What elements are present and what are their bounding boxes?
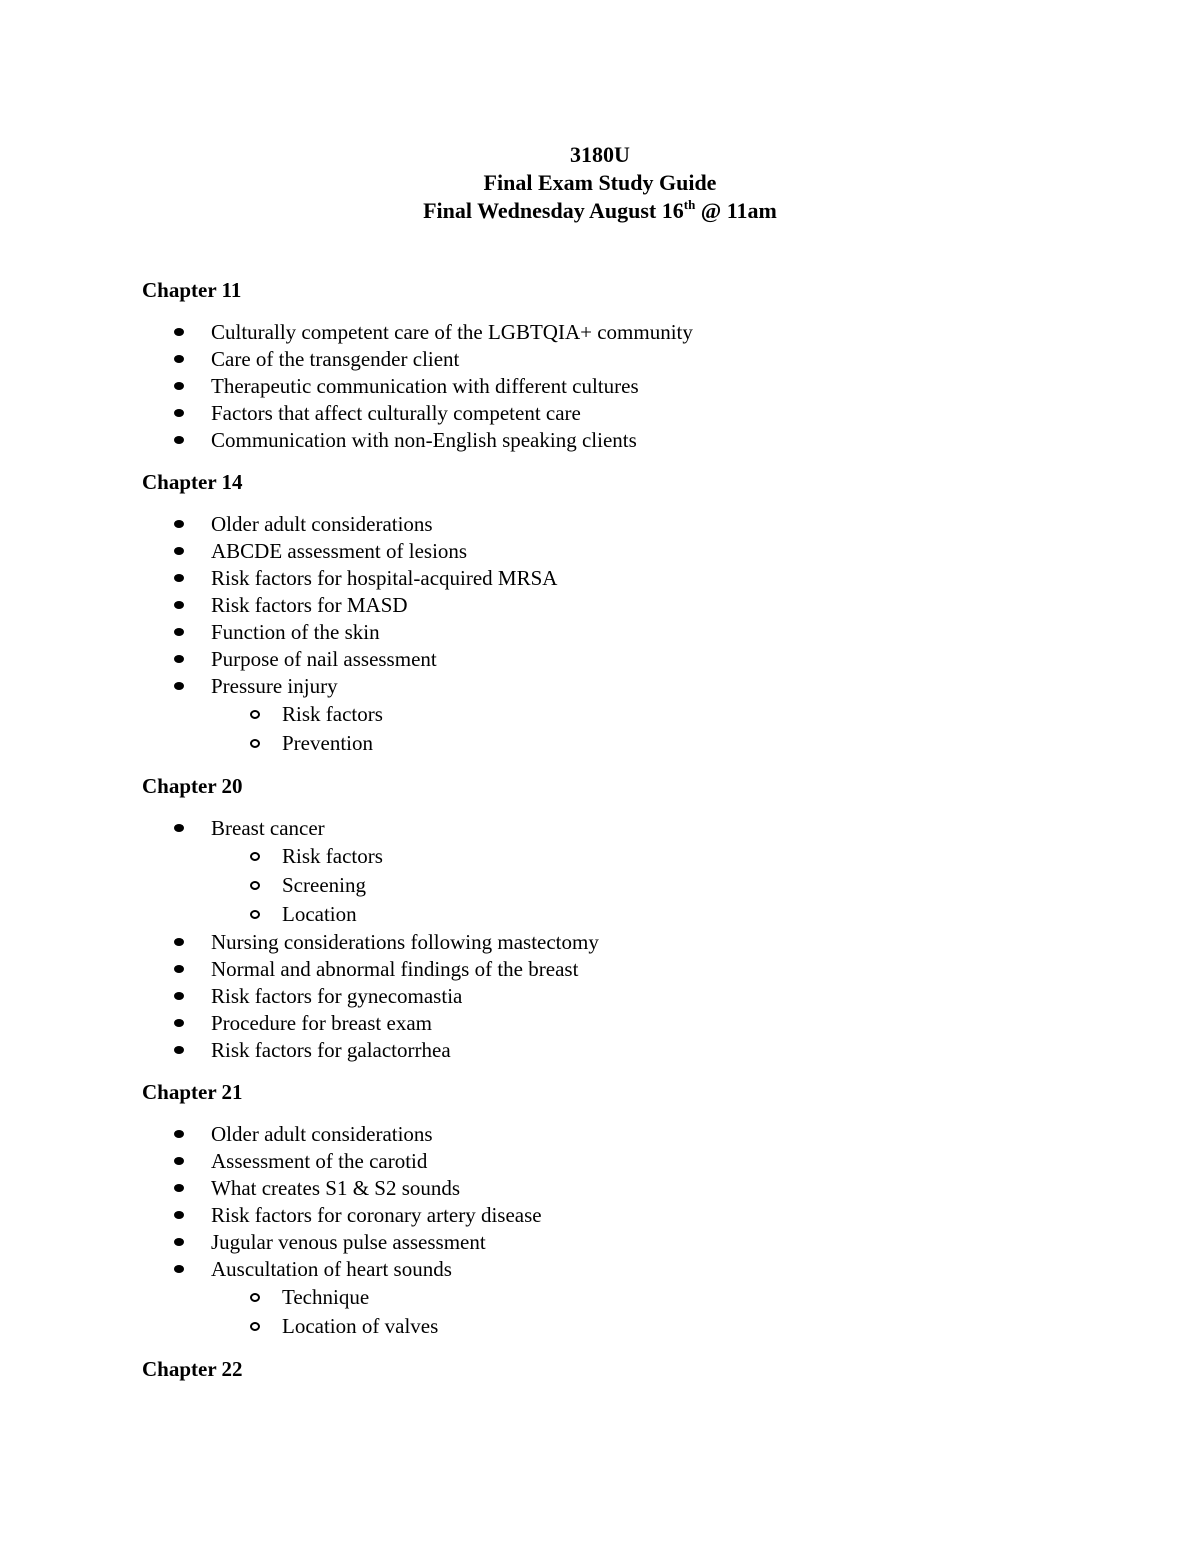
subtopic-list — [211, 700, 1142, 758]
topic-text: Purpose of nail assessment — [211, 647, 437, 671]
topic-item — [142, 1175, 1142, 1202]
subtopic-list — [211, 1283, 1142, 1341]
topic-text: ABCDE assessment of lesions — [211, 539, 468, 563]
topic-item — [142, 1256, 1142, 1341]
topic-text: Risk factors for gynecomastia — [211, 984, 463, 1008]
topic-item — [142, 565, 1142, 592]
topic-item — [142, 511, 1142, 538]
hollow-bullet-icon — [250, 1293, 260, 1302]
topic-item — [142, 592, 1142, 619]
topic-text: Factors that affect culturally competent care — [211, 401, 581, 425]
bullet-icon — [174, 938, 184, 946]
chapter-heading: Chapter 14 — [142, 470, 243, 494]
bullet-icon — [174, 574, 184, 582]
topic-item — [142, 619, 1142, 646]
topic-text: Therapeutic communication with different cultures — [211, 374, 639, 398]
exam-date-text: Final Wednesday August 16 — [423, 198, 684, 223]
bullet-icon — [174, 1019, 184, 1027]
topic-item — [142, 956, 1142, 983]
chapters-container — [142, 276, 1142, 1398]
chapter-heading: Chapter 20 — [142, 774, 243, 798]
subtopic-item — [142, 1283, 1142, 1312]
bullet-icon — [174, 601, 184, 609]
bullet-icon — [174, 824, 184, 832]
bullet-icon — [174, 547, 184, 555]
bullet-icon — [174, 1157, 184, 1165]
hollow-bullet-icon — [250, 739, 260, 748]
subtopic-text: Location of valves — [282, 1314, 439, 1338]
topic-text: Jugular venous pulse assessment — [211, 1230, 486, 1254]
topic-text: Risk factors for coronary artery disease — [211, 1203, 542, 1227]
bullet-icon — [174, 520, 184, 528]
topic-item — [142, 673, 1142, 758]
chapter-section — [142, 1078, 1142, 1341]
topic-item — [142, 538, 1142, 565]
chapter-heading: Chapter 11 — [142, 278, 242, 302]
chapter-section — [142, 772, 1142, 1064]
hollow-bullet-icon — [250, 910, 260, 919]
subtopic-item — [142, 871, 1142, 900]
topic-list — [142, 319, 1142, 454]
topic-item — [142, 929, 1142, 956]
topic-text: What creates S1 & S2 sounds — [211, 1176, 461, 1200]
hollow-bullet-icon — [250, 1322, 260, 1331]
topic-item — [142, 1121, 1142, 1148]
topic-text: Assessment of the carotid — [211, 1149, 428, 1173]
bullet-icon — [174, 328, 184, 336]
hollow-bullet-icon — [250, 710, 260, 719]
bullet-icon — [174, 628, 184, 636]
hollow-bullet-icon — [250, 881, 260, 890]
bullet-icon — [174, 1265, 184, 1273]
bullet-icon — [174, 1130, 184, 1138]
bullet-icon — [174, 382, 184, 390]
topic-text: Communication with non-English speaking clients — [211, 428, 637, 452]
hollow-bullet-icon — [250, 852, 260, 861]
topic-text: Risk factors for hospital-acquired MRSA — [211, 566, 558, 590]
subtopic-text: Location — [282, 902, 357, 926]
topic-item — [142, 1229, 1142, 1256]
topic-text: Older adult considerations — [211, 1122, 433, 1146]
exam-date-ordinal: th — [683, 197, 696, 212]
topic-text: Care of the transgender client — [211, 347, 460, 371]
topic-text: Risk factors for galactorrhea — [211, 1038, 451, 1062]
topic-text: Culturally competent care of the LGBTQIA+ community — [211, 320, 693, 344]
topic-item — [142, 646, 1142, 673]
bullet-icon — [174, 1211, 184, 1219]
subtopic-text: Prevention — [282, 731, 373, 755]
exam-date-line — [0, 197, 1200, 225]
bullet-icon — [174, 1238, 184, 1246]
bullet-icon — [174, 409, 184, 417]
subtopic-text: Technique — [282, 1285, 370, 1309]
subtopic-item — [142, 729, 1142, 758]
topic-item — [142, 1148, 1142, 1175]
topic-item — [142, 400, 1142, 427]
subtopic-text: Risk factors — [282, 702, 383, 726]
subtopic-list — [211, 842, 1142, 929]
bullet-icon — [174, 655, 184, 663]
subtopic-item — [142, 842, 1142, 871]
topic-text: Risk factors for MASD — [211, 593, 408, 617]
topic-item — [142, 983, 1142, 1010]
topic-text: Breast cancer — [211, 816, 325, 840]
topic-item — [142, 1037, 1142, 1064]
topic-item — [142, 319, 1142, 346]
topic-item — [142, 1010, 1142, 1037]
course-code: 3180U — [570, 142, 630, 167]
topic-item — [142, 373, 1142, 400]
topic-item — [142, 1202, 1142, 1229]
topic-text: Auscultation of heart sounds — [211, 1257, 452, 1281]
topic-item — [142, 815, 1142, 929]
bullet-icon — [174, 992, 184, 1000]
bullet-icon — [174, 965, 184, 973]
topic-item — [142, 427, 1142, 454]
topic-text: Normal and abnormal findings of the breast — [211, 957, 579, 981]
subtopic-text: Risk factors — [282, 844, 383, 868]
bullet-icon — [174, 1184, 184, 1192]
bullet-icon — [174, 355, 184, 363]
bullet-icon — [174, 1046, 184, 1054]
exam-time-text: @ 11am — [695, 198, 777, 223]
chapter-section — [142, 276, 1142, 454]
topic-item — [142, 346, 1142, 373]
topic-text: Function of the skin — [211, 620, 380, 644]
chapter-heading: Chapter 21 — [142, 1080, 243, 1104]
document-title: Final Exam Study Guide — [483, 170, 717, 195]
chapter-section — [142, 1355, 1142, 1383]
subtopic-item — [142, 1312, 1142, 1341]
bullet-icon — [174, 436, 184, 444]
topic-text: Nursing considerations following mastectomy — [211, 930, 599, 954]
subtopic-text: Screening — [282, 873, 366, 897]
chapter-heading: Chapter 22 — [142, 1357, 243, 1381]
topic-list — [142, 1121, 1142, 1341]
topic-text: Procedure for breast exam — [211, 1011, 432, 1035]
topic-text: Older adult considerations — [211, 512, 433, 536]
topic-text: Pressure injury — [211, 674, 338, 698]
chapter-section — [142, 468, 1142, 758]
subtopic-item — [142, 700, 1142, 729]
topic-list — [142, 815, 1142, 1064]
document-header — [0, 141, 1200, 225]
topic-list — [142, 511, 1142, 758]
subtopic-item — [142, 900, 1142, 929]
bullet-icon — [174, 682, 184, 690]
